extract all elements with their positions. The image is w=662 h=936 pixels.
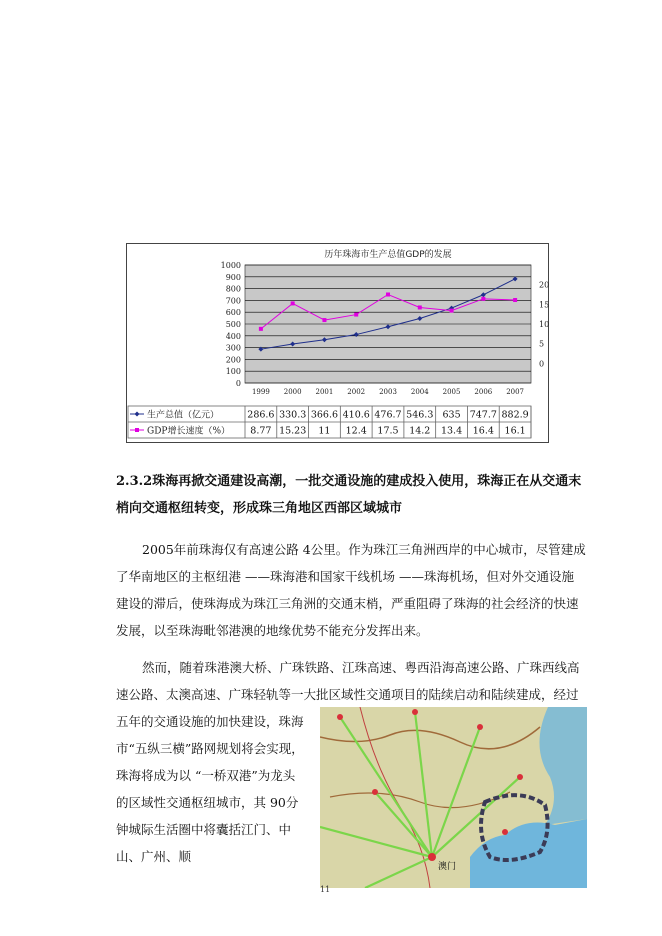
growth-point xyxy=(259,327,263,331)
city-marker xyxy=(337,714,343,720)
table-value: 330.3 xyxy=(279,409,307,421)
growth-point xyxy=(354,313,358,317)
table-value: 12.4 xyxy=(345,425,367,437)
paragraph-2-text: 然而，随着珠港澳大桥、广珠铁路、江珠高速、粤西沿海高速公路、广珠西线高速公路、太澳高速、广珠轻轨等一大批区域性交通项目的陆续启动和陆续建成，经过 xyxy=(116,660,580,702)
page-number: 11 xyxy=(320,885,331,894)
growth-point xyxy=(481,297,485,301)
y-tick-label: 100 xyxy=(225,367,241,377)
table-value: 882.9 xyxy=(501,409,529,421)
paragraph-2 xyxy=(116,654,586,708)
table-value: 13.4 xyxy=(440,425,463,437)
table-value: 747.7 xyxy=(469,409,497,421)
y-tick-label: 500 xyxy=(225,320,241,329)
growth-point xyxy=(418,305,422,309)
table-value: 17.5 xyxy=(377,425,399,437)
y2-tick-label: 0 xyxy=(539,359,545,369)
legend-label: GDP增长速度（%） xyxy=(147,426,231,437)
city-marker xyxy=(412,709,418,715)
y2-tick-label: 20 xyxy=(539,280,549,290)
table-value: 16.4 xyxy=(472,425,494,437)
gdp-chart-svg xyxy=(126,243,549,443)
y-tick-label: 700 xyxy=(225,296,241,306)
city-marker xyxy=(372,789,378,795)
table-value: 635 xyxy=(442,409,461,421)
table-value: 476.7 xyxy=(374,409,402,421)
table-value: 286.6 xyxy=(247,409,275,421)
y-tick-label: 800 xyxy=(225,284,241,294)
x-tick-label: 2004 xyxy=(410,388,429,396)
gdp-chart xyxy=(126,243,549,443)
growth-point xyxy=(513,298,517,302)
chart-title: 历年珠海市生产总值GDP的发展 xyxy=(324,250,452,260)
table-value: 16.1 xyxy=(504,425,526,437)
macau-marker xyxy=(428,853,436,861)
growth-point xyxy=(322,318,326,322)
y2-tick-label: 10 xyxy=(539,320,549,329)
table-value: 8.77 xyxy=(250,425,272,437)
city-marker xyxy=(477,724,483,730)
paragraph-3: 五年的交通设施的加快建设，珠海市“五纵三横”路网规划将会实现，珠海将成为以 “一桥双港”为龙头的区域性交通枢纽城市，其 90分钟城际生活圈中将囊括江门、中山、广州、顺 xyxy=(116,714,304,864)
paragraph-1 xyxy=(116,536,586,644)
y-tick-label: 400 xyxy=(225,331,241,341)
x-tick-label: 2003 xyxy=(379,388,397,396)
x-tick-label: 2002 xyxy=(347,388,366,396)
y-tick-label: 900 xyxy=(225,272,241,282)
table-value: 11 xyxy=(318,425,331,437)
table-value: 14.2 xyxy=(409,425,431,437)
legend-label: 生产总值（亿元） xyxy=(147,410,220,421)
table-value: 366.6 xyxy=(310,409,339,421)
growth-point xyxy=(291,301,295,305)
x-tick-label: 2001 xyxy=(315,388,334,396)
y-tick-label: 600 xyxy=(225,308,241,318)
growth-point xyxy=(450,309,454,313)
transport-map xyxy=(320,707,587,888)
table-value: 546.3 xyxy=(406,409,434,421)
x-tick-label: 1999 xyxy=(251,388,270,396)
x-axis xyxy=(252,388,524,396)
y-tick-label: 0 xyxy=(235,379,241,388)
x-tick-label: 2005 xyxy=(442,388,461,396)
table-value: 15.23 xyxy=(279,425,307,437)
y-tick-label: 1000 xyxy=(220,261,241,270)
city-marker xyxy=(502,829,508,835)
map-label-macau: 澳门 xyxy=(438,862,457,872)
growth-point xyxy=(386,293,390,297)
y2-tick-label: 5 xyxy=(539,339,545,349)
x-tick-label: 2000 xyxy=(283,388,302,396)
x-tick-label: 2007 xyxy=(506,388,525,396)
y2-tick-label: 15 xyxy=(539,300,549,310)
section-heading: 2.3.2珠海再掀交通建设高潮，一批交通设施的建成投入使用，珠海正在从交通末梢向交通枢纽转变，形成珠三角地区西部区域城市 xyxy=(116,474,582,516)
data-table xyxy=(128,406,531,438)
legend-marker xyxy=(135,428,139,432)
y-tick-label: 200 xyxy=(225,355,241,365)
city-marker xyxy=(517,774,523,780)
y-tick-label: 300 xyxy=(225,343,241,353)
table-value: 410.6 xyxy=(342,409,370,421)
x-tick-label: 2006 xyxy=(474,388,493,396)
paragraph-1-text: 2005年前珠海仅有高速公路 4公里。作为珠江三角洲西岸的中心城市，尽管建成了华南地区的主枢纽港 ——珠海港和国家干线机场 ——珠海机场，但对外交通设施建设的滞后，使珠海成为珠江三角洲的交通末梢，严重阻碍了珠海的社会经济的快速发展，以至珠海毗邻港澳的地缘优势不能充分发挥出来。 xyxy=(116,542,586,638)
